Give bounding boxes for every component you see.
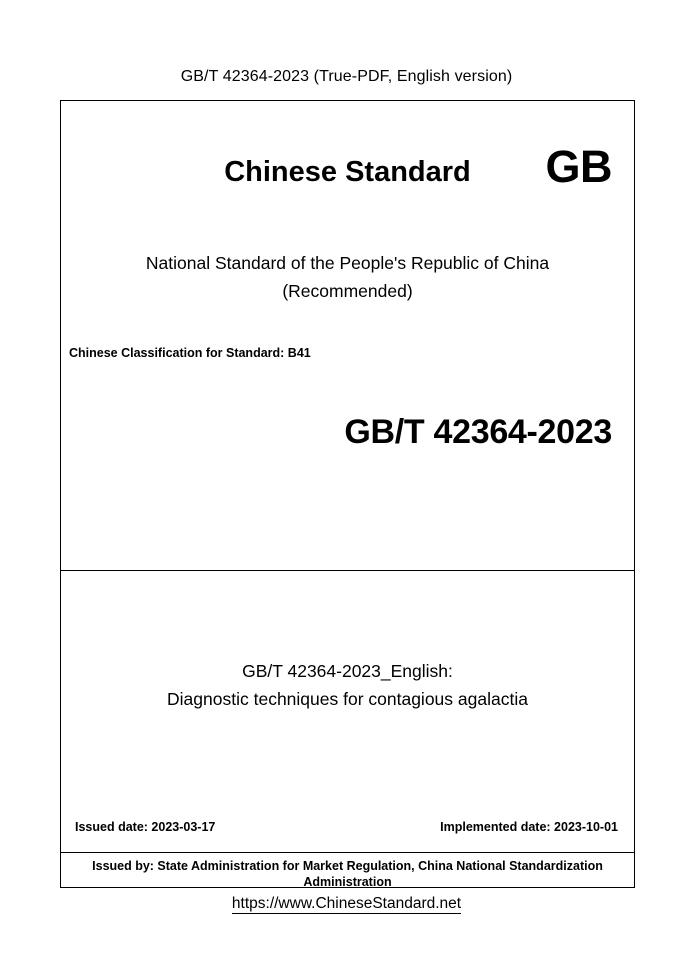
footer-url-text: https://www.ChineseStandard.net	[231, 895, 462, 912]
page-title: GB/T 42364-2023 (True-PDF, English version)	[180, 68, 513, 85]
english-title-line-1: GB/T 42364-2023_English:	[242, 661, 453, 681]
english-title-line-2: Diagnostic techniques for contagious agalactia	[167, 689, 528, 709]
cover-heading: Chinese Standard	[224, 156, 471, 188]
issuer-line-1: Issued by: State Administration for Market Regulation, China National Standardization	[92, 859, 603, 873]
issuer-line-2: Administration	[303, 875, 392, 889]
classification-code: Chinese Classification for Standard: B41	[69, 346, 311, 360]
cover-upper-section	[61, 101, 634, 571]
cover-issuer-section	[61, 853, 634, 889]
gb-logo: GB	[545, 141, 612, 192]
footer-url-link[interactable]	[0, 895, 693, 913]
issued-date: Issued date: 2023-03-17	[75, 820, 216, 834]
cover-frame	[60, 100, 635, 888]
implemented-date: Implemented date: 2023-10-01	[440, 820, 618, 834]
standard-number: GB/T 42364-2023	[344, 413, 612, 451]
national-standard-line-1: National Standard of the People's Republic of China	[145, 253, 550, 273]
national-standard-line-2: (Recommended)	[282, 281, 413, 301]
cover-lower-section	[61, 571, 634, 853]
